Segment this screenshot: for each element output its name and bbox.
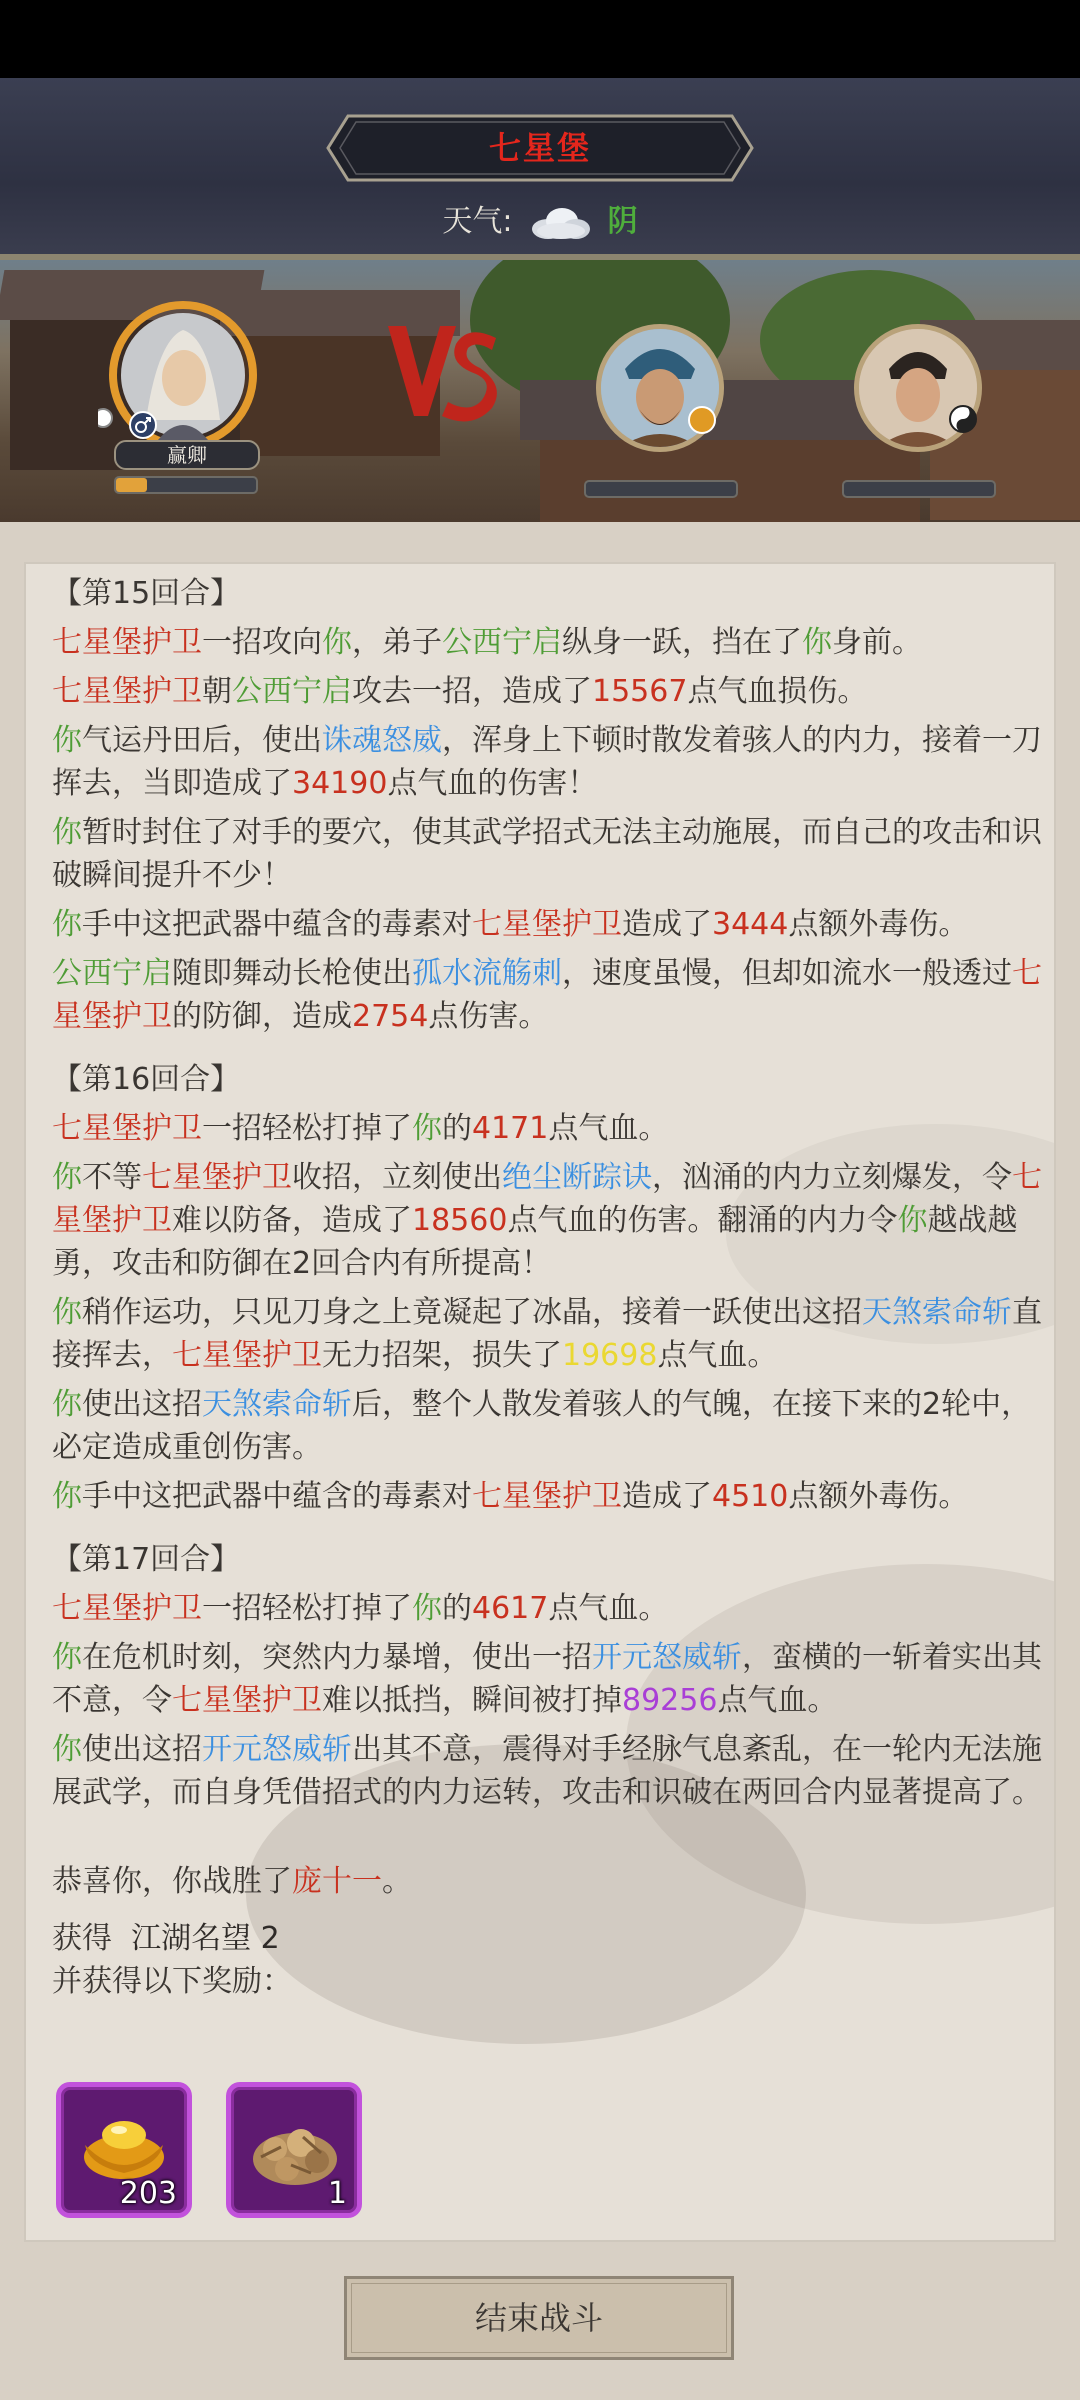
cloud-icon [528, 203, 592, 243]
page-title: 七星堡 [488, 129, 591, 167]
log-entry: 七星堡护卫一招轻松打掉了你的4617点气血。 [52, 1591, 669, 1626]
player-portrait[interactable] [98, 290, 268, 460]
round-header: 【第16回合】 [52, 1062, 241, 1097]
player-name: 赢卿 [167, 443, 207, 467]
log-entry: 你使出这招开元怒威斩出其不意，震得对手经脉气息紊乱，在一轮内无法施展武学，而自身凭借招式的内力运转，攻击和识破在两回合内显著提高了。 [52, 1732, 1042, 1810]
log-entry: 七星堡护卫一招攻向你，弟子公西宁启纵身一跃，挡在了你身前。 [52, 625, 922, 660]
battle-header [0, 78, 1080, 260]
title-plate [326, 114, 754, 182]
status-bar [0, 0, 1080, 78]
victory-suffix: 。 [382, 1864, 412, 1899]
player-hp-bar [114, 476, 258, 494]
player-hp-fill [116, 478, 147, 492]
enemy-hp-bar-2 [842, 480, 996, 498]
log-entry: 七星堡护卫一招轻松打掉了你的4171点气血。 [52, 1111, 669, 1146]
fame-value: 江湖名望 2 [131, 1921, 280, 1956]
reward-count: 203 [119, 2176, 177, 2211]
end-battle-label: 结束战斗 [474, 2299, 603, 2337]
battle-log [52, 572, 1052, 2003]
versus-icon [384, 316, 506, 426]
battle-log-panel[interactable] [24, 562, 1056, 2242]
enemy-1-badge-icon [688, 406, 716, 434]
gender-male-icon [128, 410, 158, 440]
log-entry: 你不等七星堡护卫收招，立刻使出绝尘断踪诀，汹涌的内力立刻爆发，令七星堡护卫难以防备，造成了18560点气血的伤害。翻涌的内力令你越战越勇，攻击和防御在2回合内有所提高！ [52, 1160, 1042, 1281]
reward-count: 1 [327, 2176, 347, 2211]
battle-scene [0, 260, 1080, 522]
log-entry: 你稍作运功，只见刀身之上竟凝起了冰晶，接着一跃使出这招天煞索命斩直接挥去，七星堡护卫无力招架，损失了19698点气血。 [52, 1295, 1042, 1373]
log-entry: 你使出这招天煞索命斩后，整个人散发着骇人的气魄，在接下来的2轮中，必定造成重创伤害。 [52, 1387, 1032, 1465]
fame-label: 获得 [52, 1921, 112, 1956]
reward-item-gold[interactable] [56, 2082, 192, 2218]
log-entry: 七星堡护卫朝公西宁启攻去一招，造成了15567点气血损伤。 [52, 674, 868, 709]
log-entry: 你气运丹田后，使出诛魂怒威，浑身上下顿时散发着骇人的内力，接着一刀挥去，当即造成了34190点气血的伤害！ [52, 723, 1042, 801]
enemy-hp-bar-1 [584, 480, 738, 498]
yin-yang-icon [948, 404, 978, 434]
reward-intro: 并获得以下奖励： [52, 1964, 292, 1999]
log-entry: 你暂时封住了对手的要穴，使其武学招式无法主动施展，而自己的攻击和识破瞬间提升不少！ [52, 815, 1042, 893]
defeated-name: 庞十一 [292, 1864, 382, 1899]
victory-line [52, 1860, 1052, 1903]
end-battle-button[interactable] [344, 2276, 734, 2360]
weather-label: 天气: [442, 204, 513, 239]
log-entry: 你在危机时刻，突然内力暴增，使出一招开元怒威斩，蛮横的一斩着实出其不意，令七星堡护卫难以抵挡，瞬间被打掉89256点气血。 [52, 1640, 1042, 1718]
reward-item-herb[interactable] [226, 2082, 362, 2218]
round-header: 【第17回合】 [52, 1542, 241, 1577]
weather-row [0, 196, 1080, 242]
round-header: 【第15回合】 [52, 576, 241, 611]
log-entry: 你手中这把武器中蕴含的毒素对七星堡护卫造成了3444点额外毒伤。 [52, 907, 969, 942]
victory-text: 恭喜你，你战胜了 [52, 1864, 292, 1899]
player-name-plate [114, 440, 260, 470]
log-entry: 你手中这把武器中蕴含的毒素对七星堡护卫造成了4510点额外毒伤。 [52, 1479, 969, 1514]
fame-line [52, 1917, 1052, 1960]
weather-value: 阴 [607, 204, 638, 239]
log-entry: 公西宁启随即舞动长枪使出孤水流觞刺，速度虽慢，但却如流水一般透过七星堡护卫的防御，造成2754点伤害。 [52, 956, 1042, 1034]
